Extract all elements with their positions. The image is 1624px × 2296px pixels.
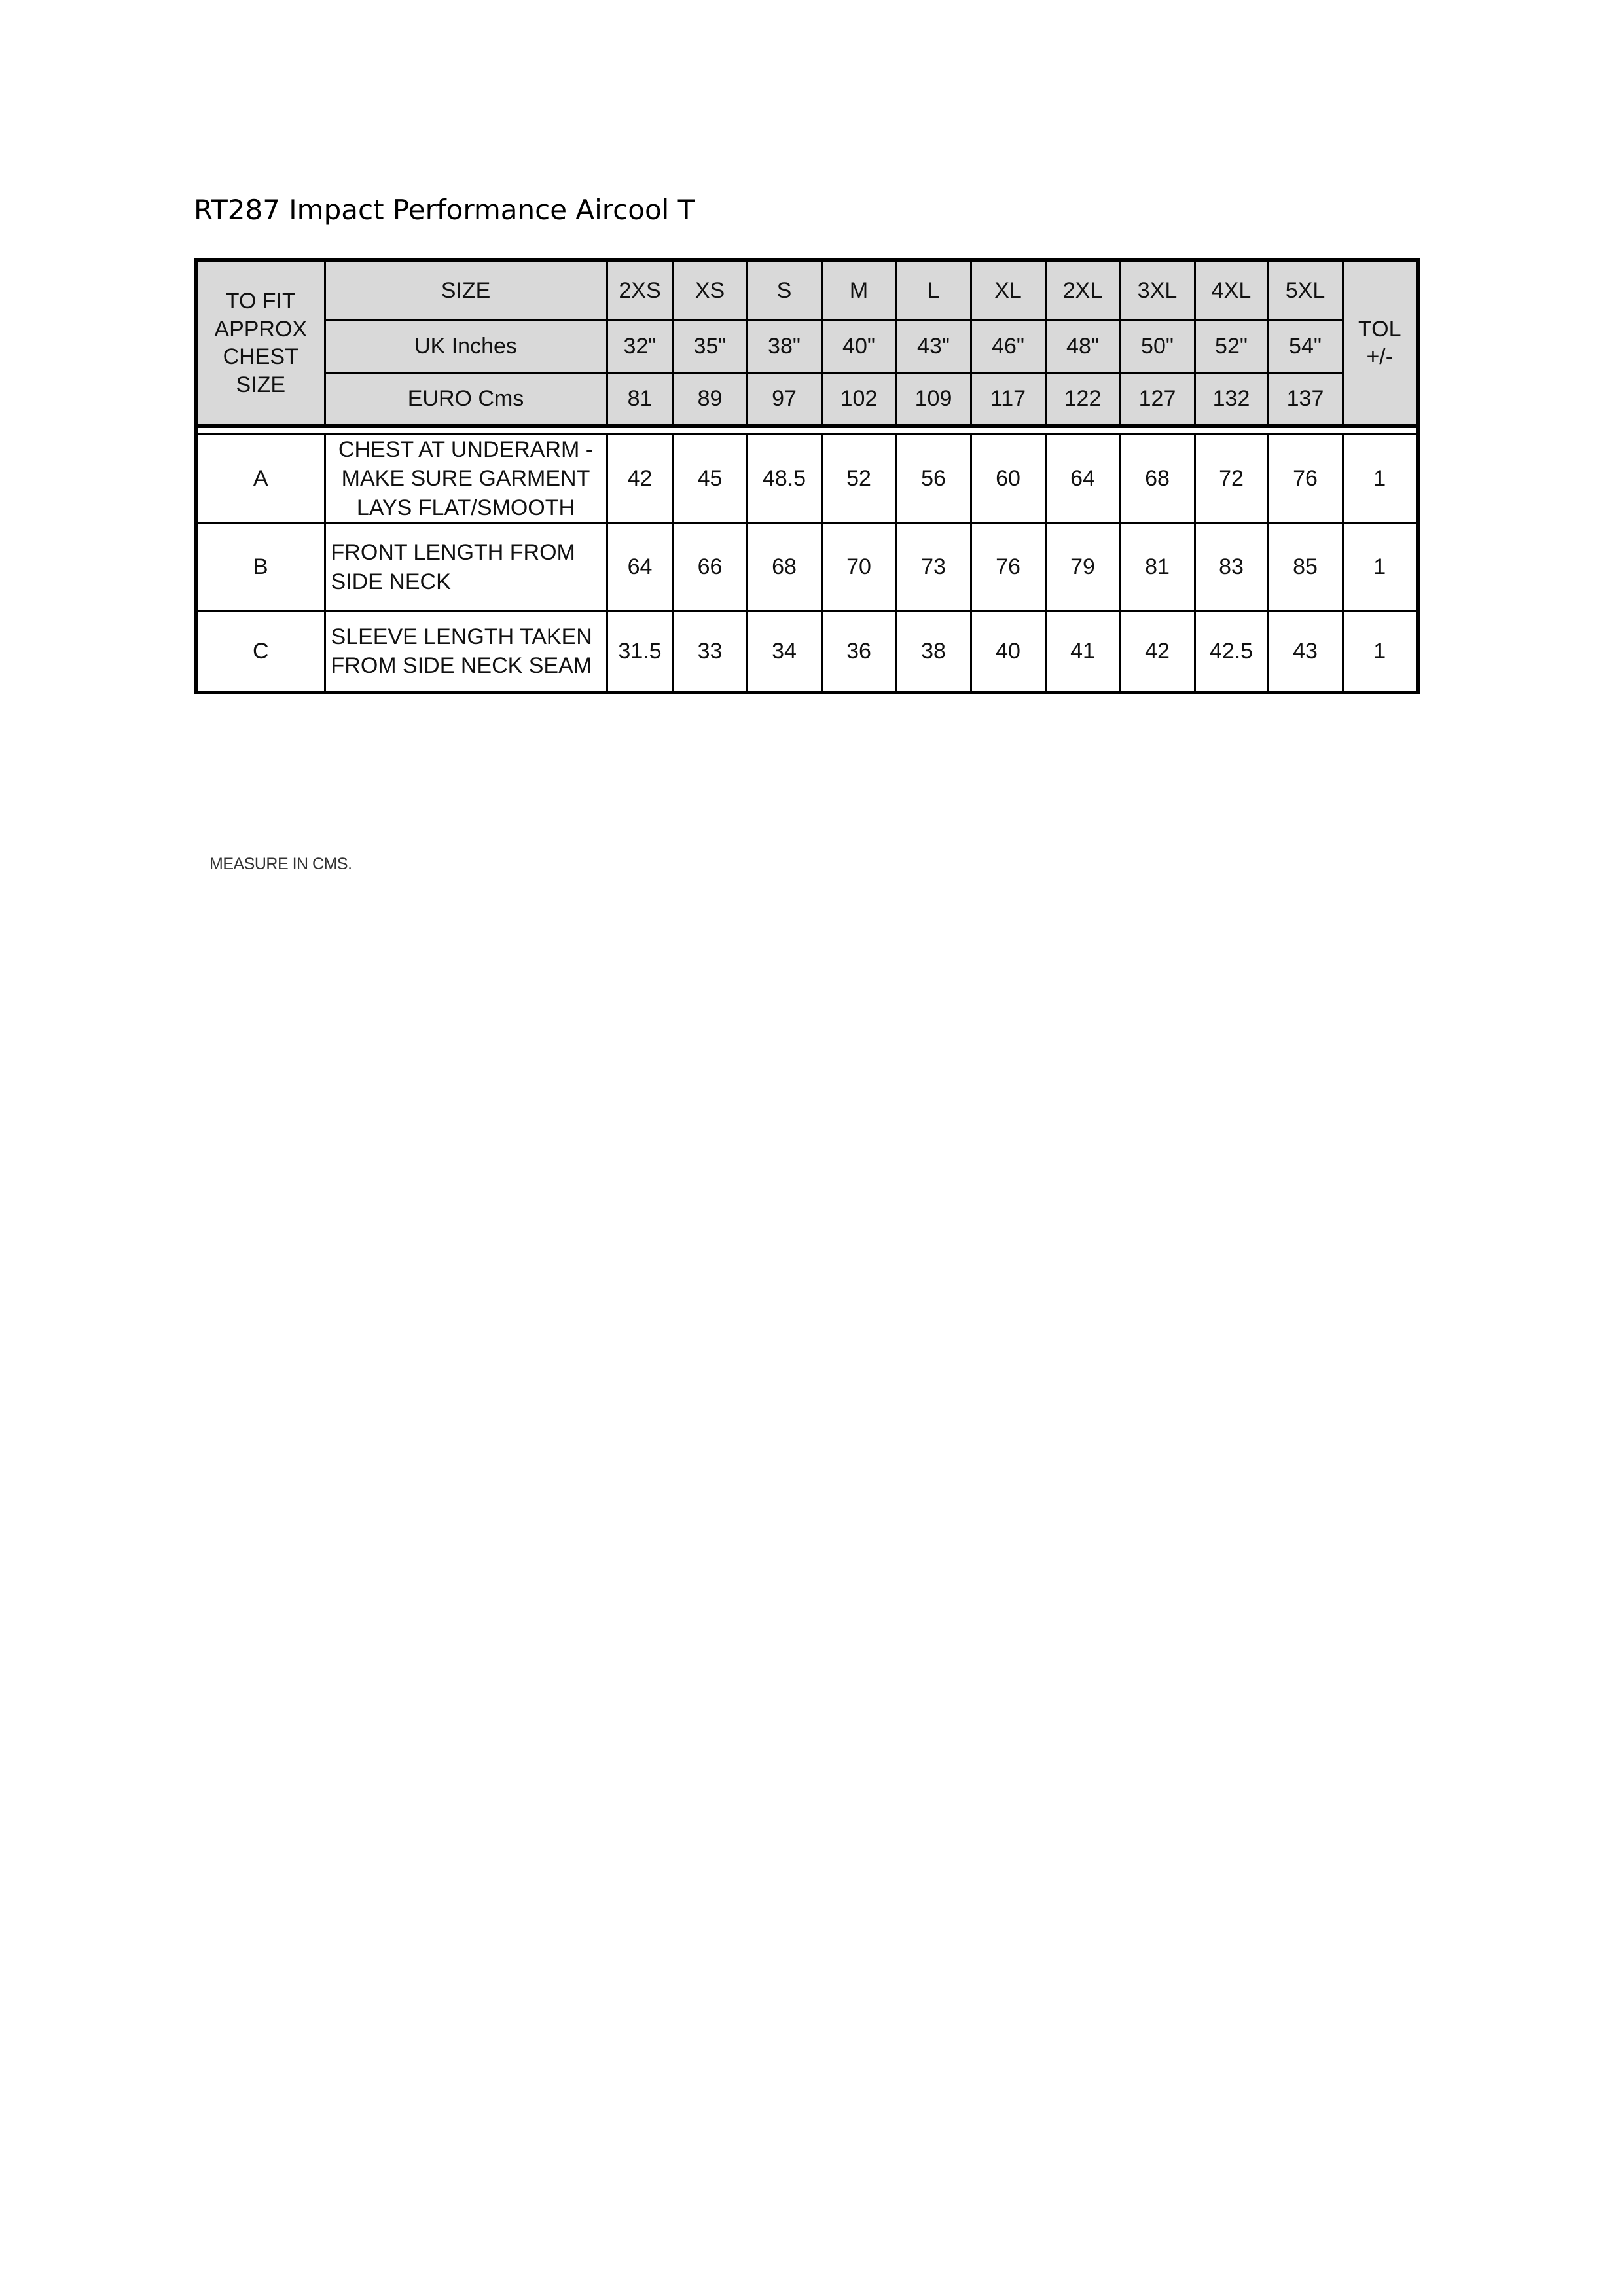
measurement-code: B [196,524,325,611]
measurement-code: C [196,611,325,692]
header-separator [196,426,1418,435]
uk-inches-cell: 35" [673,320,747,372]
tolerance-value: 1 [1343,435,1418,524]
description-line: SIDE NECK [331,569,451,594]
measurement-row-b [196,524,1418,611]
euro-cms-cell: 137 [1268,372,1343,426]
size-header-cell: M [821,260,896,320]
fit-label-line: TO FIT [225,289,296,314]
measurement-description [325,524,607,611]
measurement-value: 42 [1120,611,1195,692]
measurement-value: 42.5 [1195,611,1268,692]
uk-inches-cell: 48" [1045,320,1120,372]
measurement-value: 48.5 [747,435,821,524]
measurement-value: 43 [1268,611,1343,692]
uk-inches-cell: 50" [1120,320,1195,372]
measurement-value: 68 [1120,435,1195,524]
measurement-value: 56 [896,435,971,524]
measurement-value: 38 [896,611,971,692]
size-header-cell: 2XL [1045,260,1120,320]
uk-inches-cell: 52" [1195,320,1268,372]
measurement-value: 68 [747,524,821,611]
size-header-cell: 4XL [1195,260,1268,320]
measurement-value: 70 [821,524,896,611]
measurement-value: 66 [673,524,747,611]
tolerance-value: 1 [1343,524,1418,611]
measurement-value: 76 [971,524,1045,611]
uk-inches-cell: 46" [971,320,1045,372]
euro-cms-cell: 102 [821,372,896,426]
measurement-value: 81 [1120,524,1195,611]
size-header-cell: XL [971,260,1045,320]
measurement-value: 42 [607,435,673,524]
measurement-value: 64 [607,524,673,611]
fit-label-line: CHEST [223,344,298,369]
size-header-cell: XS [673,260,747,320]
size-label: SIZE [325,260,607,320]
uk-inches-label: UK Inches [325,320,607,372]
tolerance-value: 1 [1343,611,1418,692]
euro-cms-cell: 81 [607,372,673,426]
euro-cms-cell: 89 [673,372,747,426]
description-line: CHEST AT UNDERARM - [338,437,594,463]
euro-cms-row [196,372,1418,426]
size-chart-table [194,258,1420,694]
size-header-cell: 2XS [607,260,673,320]
euro-cms-cell: 117 [971,372,1045,426]
fit-label-line: APPROX [214,316,308,342]
measurement-note: MEASURE IN CMS. [209,855,352,873]
document-title: RT287 Impact Performance Aircool T [194,194,695,226]
size-header-row [196,260,1418,320]
size-header-cell: 5XL [1268,260,1343,320]
measurement-value: 72 [1195,435,1268,524]
measurement-value: 83 [1195,524,1268,611]
measurement-value: 73 [896,524,971,611]
measurement-value: 64 [1045,435,1120,524]
description-line: LAYS FLAT/SMOOTH [356,495,575,520]
measurement-value: 45 [673,435,747,524]
tolerance-label-cell [1343,260,1418,426]
description-line: FROM SIDE NECK SEAM [331,653,592,678]
description-line: MAKE SURE GARMENT [341,466,590,492]
uk-inches-cell: 43" [896,320,971,372]
measurement-value: 40 [971,611,1045,692]
euro-cms-label: EURO Cms [325,372,607,426]
uk-inches-cell: 40" [821,320,896,372]
measurement-description [325,435,607,524]
measurement-value: 76 [1268,435,1343,524]
description-line: SLEEVE LENGTH TAKEN [331,624,592,649]
euro-cms-cell: 132 [1195,372,1268,426]
size-header-cell: L [896,260,971,320]
euro-cms-cell: 122 [1045,372,1120,426]
description-line: FRONT LENGTH FROM [331,540,575,565]
tolerance-label-line: TOL [1358,316,1401,342]
measurement-value: 85 [1268,524,1343,611]
measurement-value: 31.5 [607,611,673,692]
measurement-code: A [196,435,325,524]
separator-cell [196,426,1418,435]
euro-cms-cell: 109 [896,372,971,426]
uk-inches-cell: 32" [607,320,673,372]
measurement-value: 36 [821,611,896,692]
size-header-cell: S [747,260,821,320]
measurement-row-a [196,435,1418,524]
measurement-value: 41 [1045,611,1120,692]
fit-label-cell [196,260,325,426]
measurement-value: 60 [971,435,1045,524]
fit-label-line: SIZE [236,372,286,397]
uk-inches-row [196,320,1418,372]
tolerance-label-line: +/- [1366,344,1394,369]
measurement-value: 34 [747,611,821,692]
measurement-value: 79 [1045,524,1120,611]
euro-cms-cell: 127 [1120,372,1195,426]
euro-cms-cell: 97 [747,372,821,426]
size-header-cell: 3XL [1120,260,1195,320]
measurement-value: 52 [821,435,896,524]
measurement-description [325,611,607,692]
uk-inches-cell: 38" [747,320,821,372]
measurement-value: 33 [673,611,747,692]
uk-inches-cell: 54" [1268,320,1343,372]
measurement-row-c [196,611,1418,692]
